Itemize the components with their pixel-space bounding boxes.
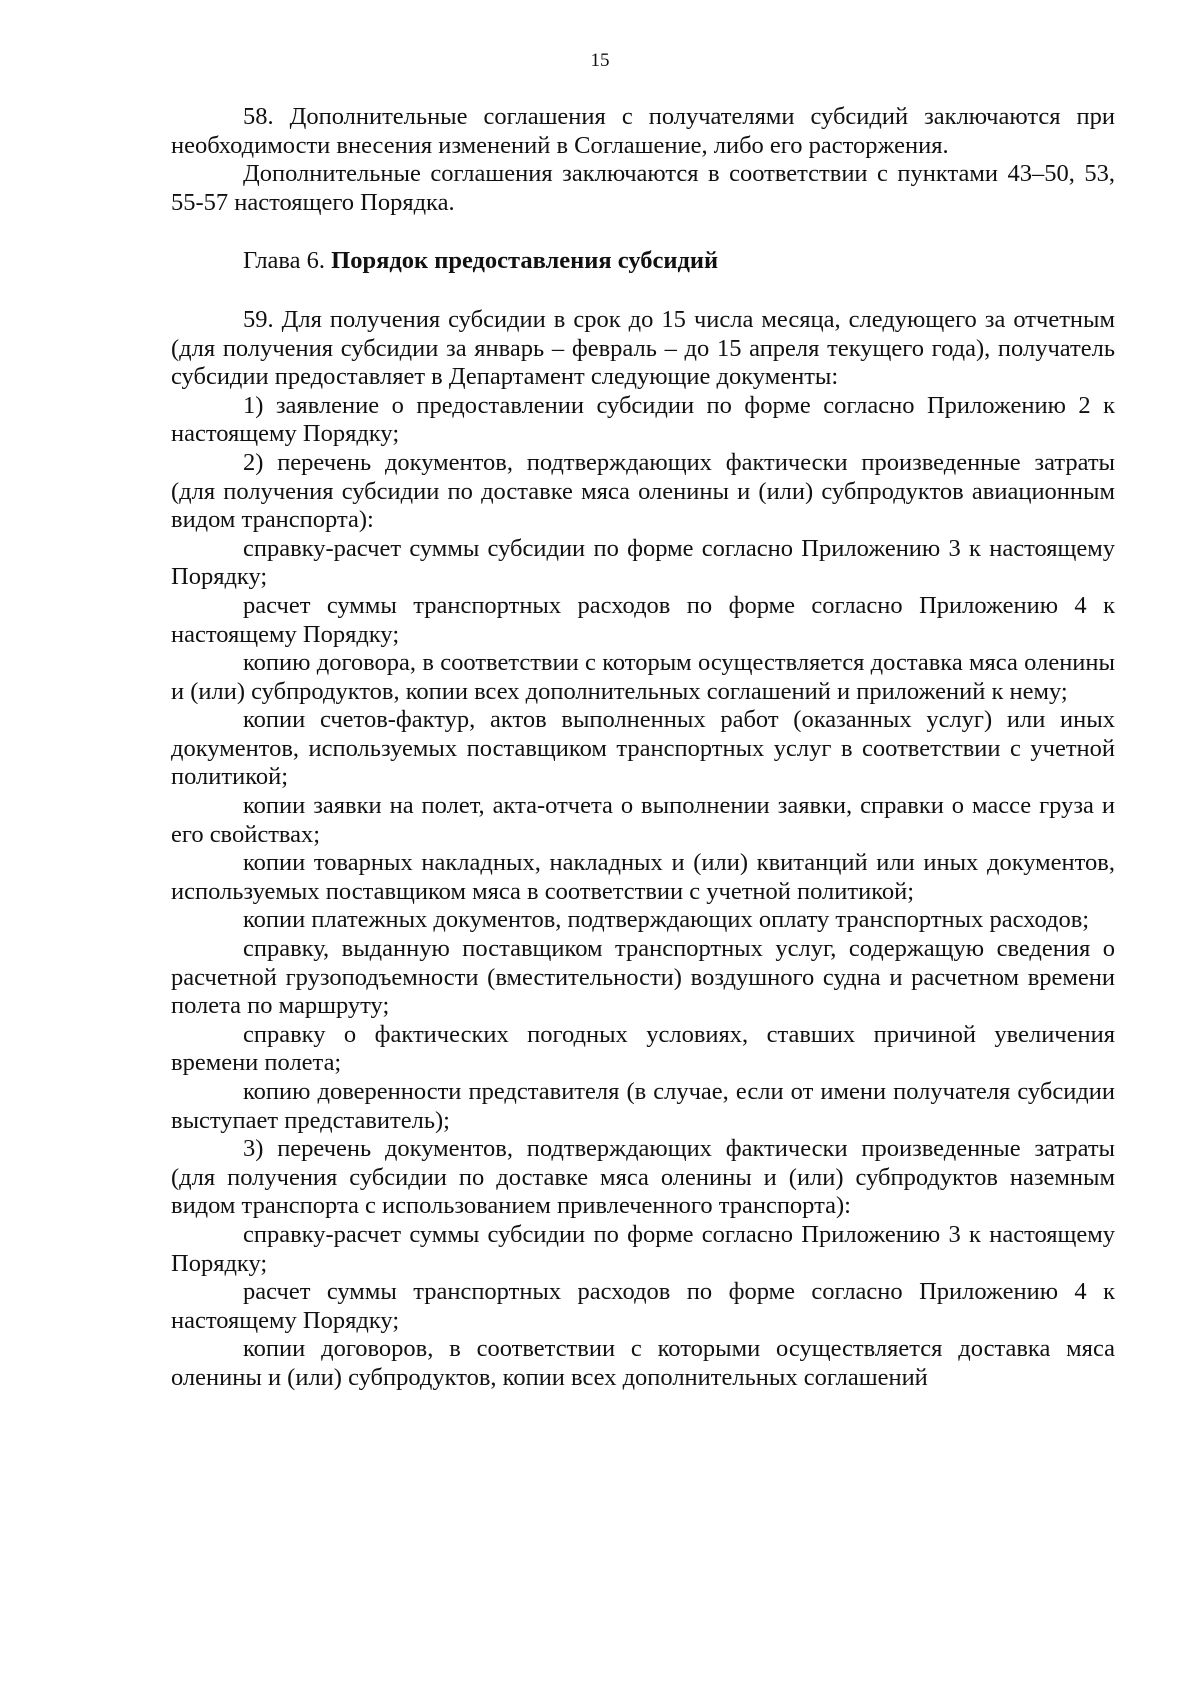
list-item-2-waybills: копии товарных накладных, накладных и (или) квитанций или иных документов, используемых поставщиком мяса в соответствии с учетной политикой; xyxy=(171,849,1115,905)
list-item-3-contracts: копии договоров, в соответствии с которыми осуществляется доставка мяса оленины и (или) субпродуктов, копии всех дополнительных соглашений xyxy=(171,1335,1115,1391)
document-body xyxy=(171,103,1115,1393)
page-number: 15 xyxy=(590,50,610,71)
list-item-2-weather-certificate: справку о фактических погодных условиях, ставших причиной увеличения времени полета; xyxy=(171,1020,1115,1077)
chapter-title: Порядок предоставления субсидий xyxy=(331,247,719,275)
list-item-3-calc: справку-расчет суммы субсидии по форме согласно Приложению 3 к настоящему Порядку; xyxy=(171,1220,1115,1277)
chapter-heading xyxy=(171,247,1115,276)
list-item-2-invoices: копии счетов-фактур, актов выполненных работ (оказанных услуг) или иных документов, используемых поставщиком транспортных услуг в соответствии с учетной политикой; xyxy=(171,706,1115,791)
list-item-2-contract: копию договора, в соответствии с которым осуществляется доставка мяса оленины и (или) субпродуктов, копии всех дополнительных соглашений и приложений к нему; xyxy=(171,649,1115,705)
list-item-2-transport-calc: расчет суммы транспортных расходов по форме согласно Приложению 4 к настоящему Порядку; xyxy=(171,591,1115,648)
list-item-2-capacity-certificate: справку, выданную поставщиком транспортных услуг, содержащую сведения о расчетной грузоподъемности (вместительности) воздушного судна и расчетном времени полета по маршруту; xyxy=(171,935,1115,1020)
list-item-3: 3) перечень документов, подтверждающих фактически произведенные затраты (для получения субсидии по доставке мяса оленины и (или) субпродуктов наземным видом транспорта с использованием привлеченного транспорта): xyxy=(171,1135,1115,1220)
paragraph-59: 59. Для получения субсидии в срок до 15 числа месяца, следующего за отчетным (для получения субсидии за январь – февраль – до 15 апреля текущего года), получатель субсидии предоставляет в Департамент следующие документы: xyxy=(171,305,1115,391)
list-item-2: 2) перечень документов, подтверждающих фактически произведенные затраты (для получения субсидии по доставке мяса оленины и (или) субпродуктов авиационным видом транспорта): xyxy=(171,448,1115,534)
paragraph-58: 58. Дополнительные соглашения с получателями субсидий заключаются при необходимости внесения изменений в Соглашение, либо его расторжения. xyxy=(171,103,1115,159)
list-item-2-payments: копии платежных документов, подтверждающих оплату транспортных расходов; xyxy=(243,906,1090,934)
chapter-prefix: Глава 6. xyxy=(243,247,326,275)
list-item-2-calc: справку-расчет суммы субсидии по форме согласно Приложению 3 к настоящему Порядку; xyxy=(171,534,1115,591)
paragraph-58-additional: Дополнительные соглашения заключаются в соответствии с пунктами 43–50, 53, 55-57 настоящего Порядка. xyxy=(171,160,1115,216)
list-item-1: 1) заявление о предоставлении субсидии по форме согласно Приложению 2 к настоящему Порядку; xyxy=(171,391,1115,448)
list-item-2-power-of-attorney: копию доверенности представителя (в случае, если от имени получателя субсидии выступает представитель); xyxy=(171,1078,1115,1134)
list-item-2-flight-request: копии заявки на полет, акта-отчета о выполнении заявки, справки о массе груза и его свойствах; xyxy=(171,792,1115,848)
list-item-3-transport-calc: расчет суммы транспортных расходов по форме согласно Приложению 4 к настоящему Порядку; xyxy=(171,1278,1115,1334)
